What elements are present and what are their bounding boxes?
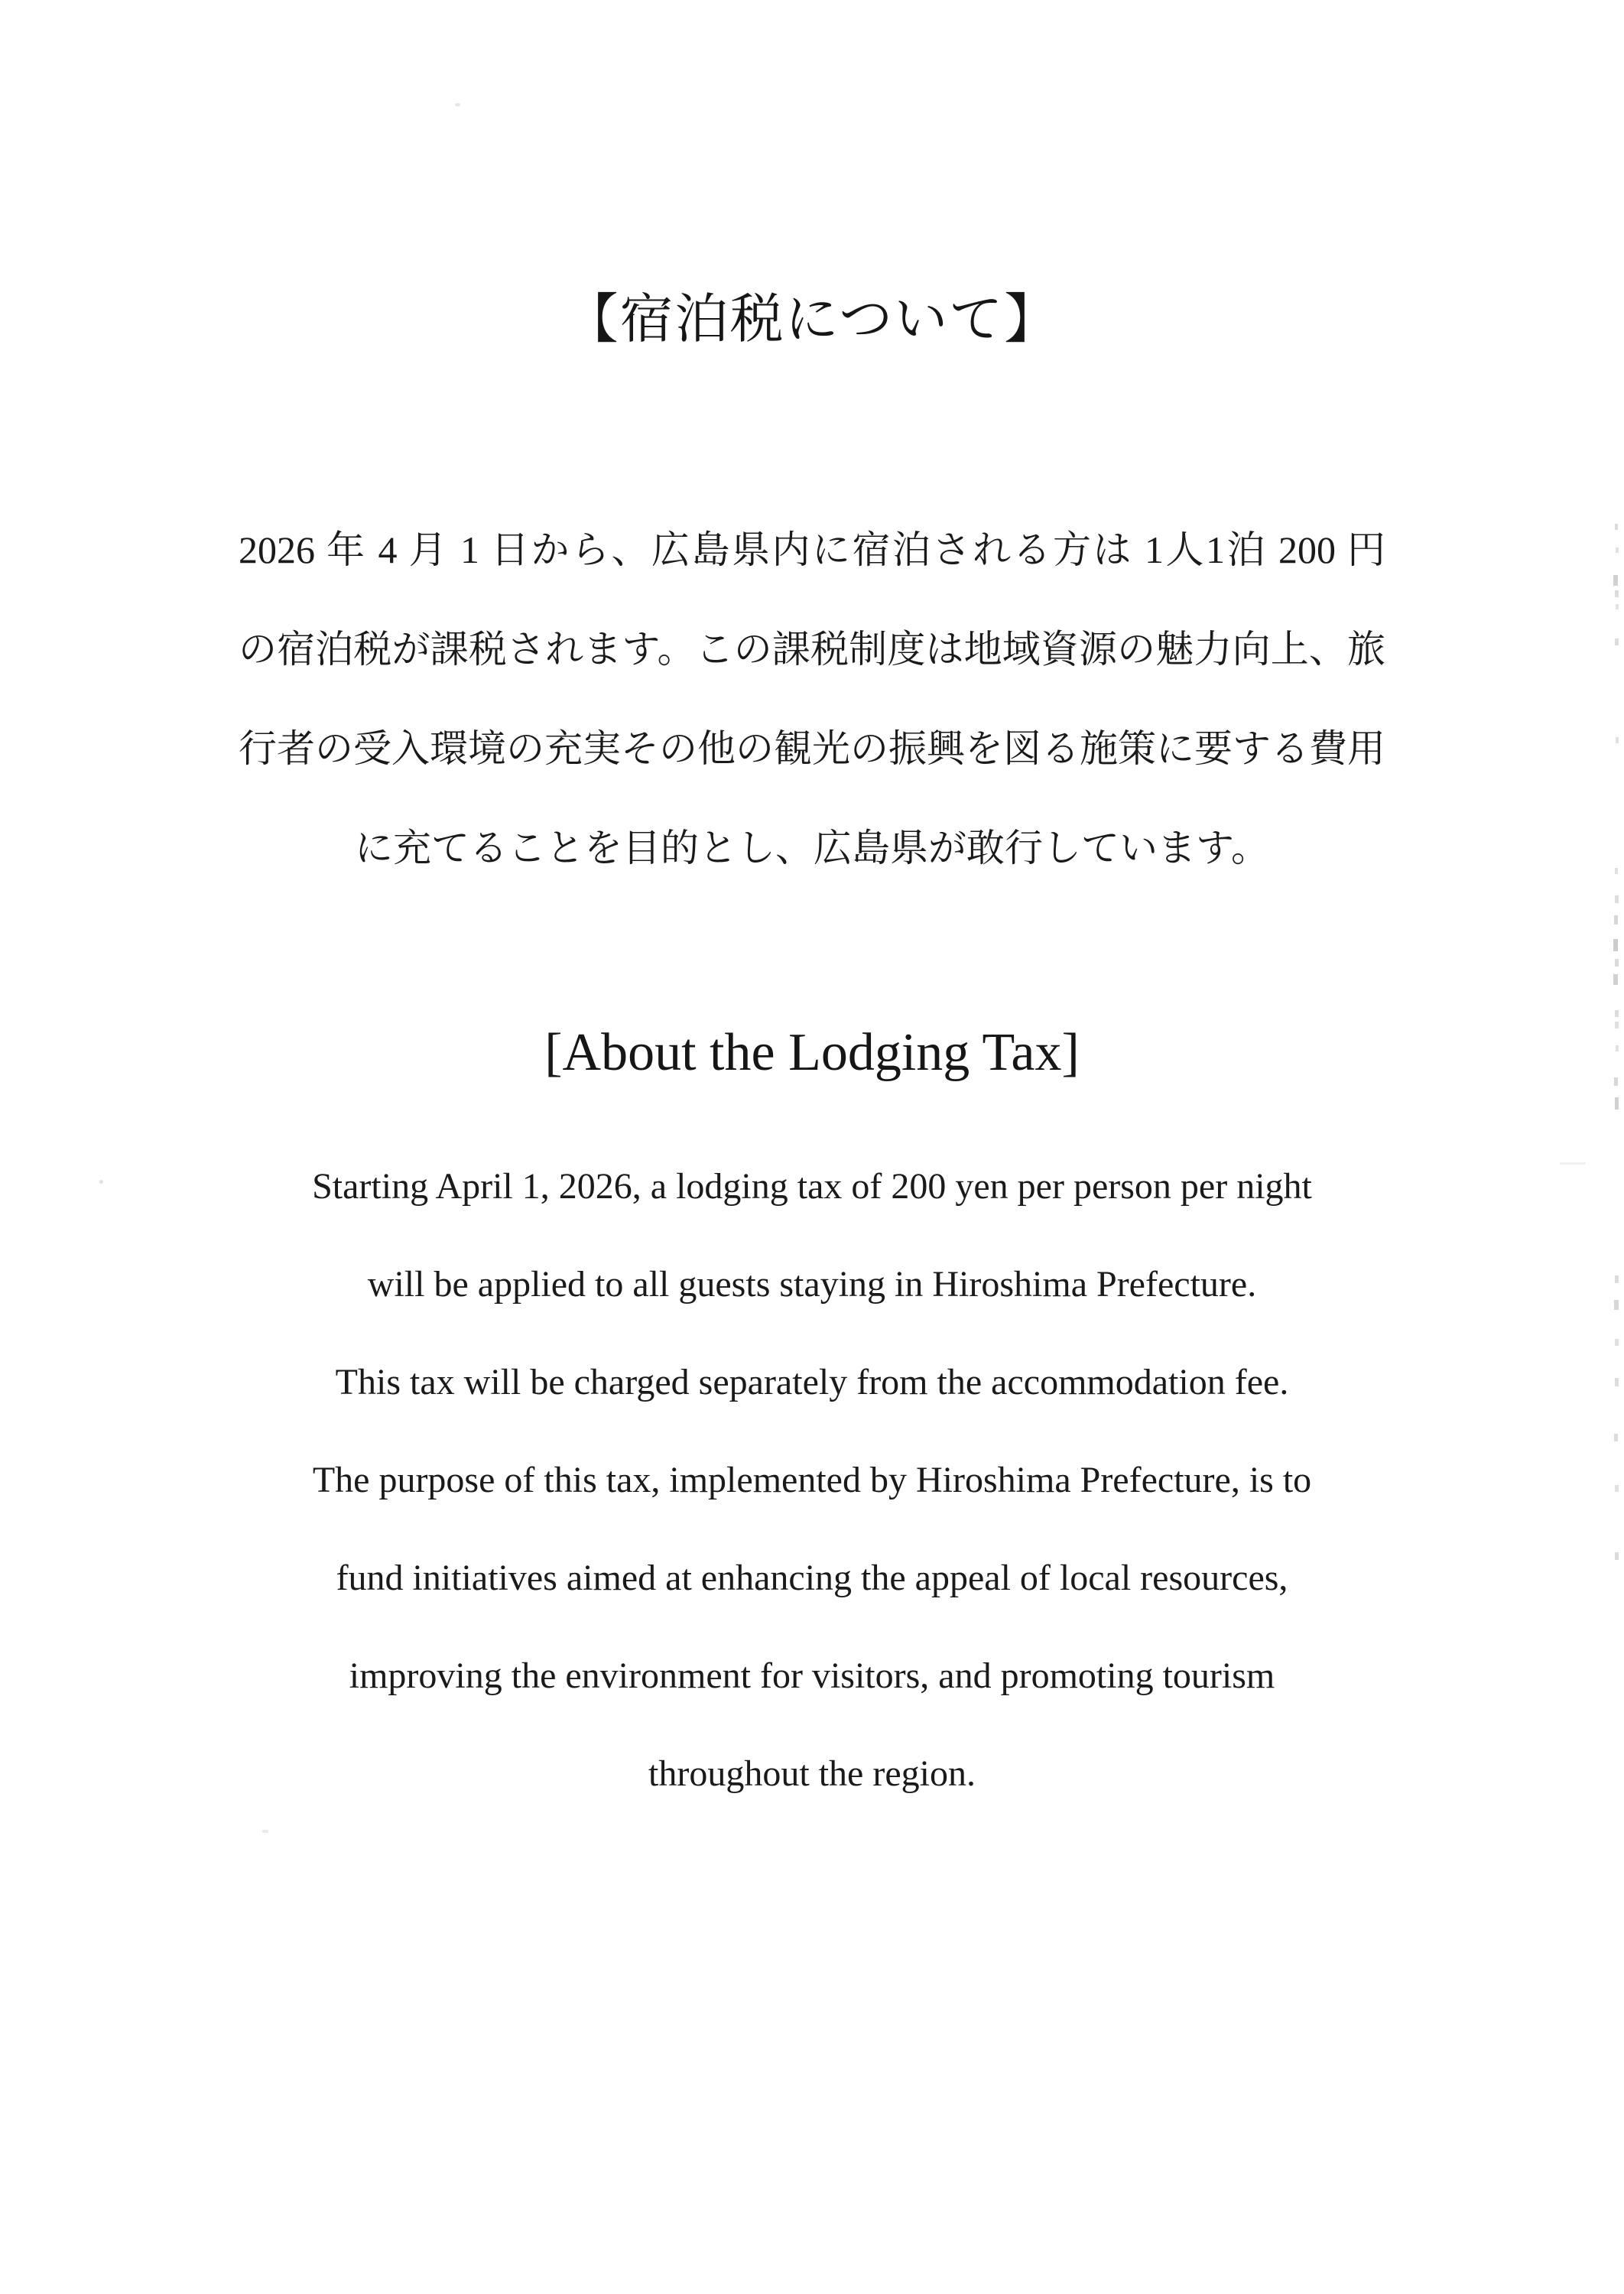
scan-artifact bbox=[1615, 895, 1619, 903]
scan-artifact bbox=[1613, 939, 1618, 951]
japanese-line-4: に充てることを目的とし、広島県が敢行しています。 bbox=[355, 827, 1269, 869]
english-line-3: This tax will be charged separately from the accommodation fee. bbox=[335, 1362, 1289, 1402]
scan-artifact bbox=[1614, 1434, 1618, 1441]
scan-artifact bbox=[1615, 524, 1618, 530]
scan-artifact bbox=[1615, 1552, 1619, 1560]
scan-artifact bbox=[1614, 915, 1618, 924]
scan-artifact bbox=[455, 103, 460, 106]
scan-artifact bbox=[1615, 638, 1619, 645]
english-line-1: Starting April 1, 2026, a lodging tax of 200 yen per person per night bbox=[312, 1166, 1312, 1207]
scan-artifact bbox=[1614, 1300, 1619, 1310]
scan-artifact bbox=[1614, 1077, 1618, 1086]
scan-artifact bbox=[1615, 1022, 1619, 1028]
scan-artifact bbox=[1615, 868, 1618, 874]
scan-artifact bbox=[1613, 575, 1618, 586]
scan-artifact bbox=[1615, 959, 1619, 967]
japanese-line-1: 2026 年 4 月 1 日から、広島県内に宿泊される方は 1人1泊 200 円 bbox=[239, 528, 1385, 571]
scan-artifact bbox=[1616, 604, 1619, 609]
scan-artifact bbox=[1615, 1378, 1619, 1386]
english-title: [About the Lodging Tax] bbox=[544, 1023, 1080, 1082]
english-line-4: The purpose of this tax, implemented by Hiroshima Prefecture, is to bbox=[312, 1460, 1312, 1500]
scan-artifact bbox=[1615, 1097, 1619, 1110]
scan-artifact bbox=[1615, 1275, 1619, 1283]
scan-artifact bbox=[1560, 1162, 1586, 1165]
japanese-title: 【宿泊税について】 bbox=[564, 291, 1060, 349]
scan-artifact bbox=[262, 1830, 268, 1833]
scan-artifact bbox=[1615, 1010, 1619, 1017]
english-line-5: fund initiatives aimed at enhancing the appeal of local resources, bbox=[336, 1558, 1288, 1598]
japanese-line-2: の宿泊税が課税されます。この課税制度は地域資源の魅力向上、旅 bbox=[239, 628, 1385, 671]
english-line-7: throughout the region. bbox=[648, 1753, 976, 1794]
scan-artifact bbox=[1615, 1485, 1619, 1492]
english-paragraph bbox=[0, 1138, 1624, 1823]
scan-artifact bbox=[99, 1180, 103, 1184]
english-line-6: improving the environment for visitors, and promoting tourism bbox=[349, 1656, 1275, 1696]
scan-artifact bbox=[1615, 1339, 1619, 1346]
scan-artifact bbox=[1616, 548, 1619, 553]
scan-artifact bbox=[1613, 974, 1618, 985]
scan-artifact bbox=[1615, 590, 1619, 597]
scan-artifact bbox=[1616, 1045, 1619, 1051]
scan-artifact bbox=[1616, 737, 1619, 743]
english-line-2: will be applied to all guests staying in Hiroshima Prefecture. bbox=[367, 1264, 1257, 1305]
japanese-paragraph bbox=[239, 500, 1385, 898]
japanese-line-3: 行者の受入環境の充実その他の観光の振興を図る施策に要する費用 bbox=[239, 727, 1385, 770]
